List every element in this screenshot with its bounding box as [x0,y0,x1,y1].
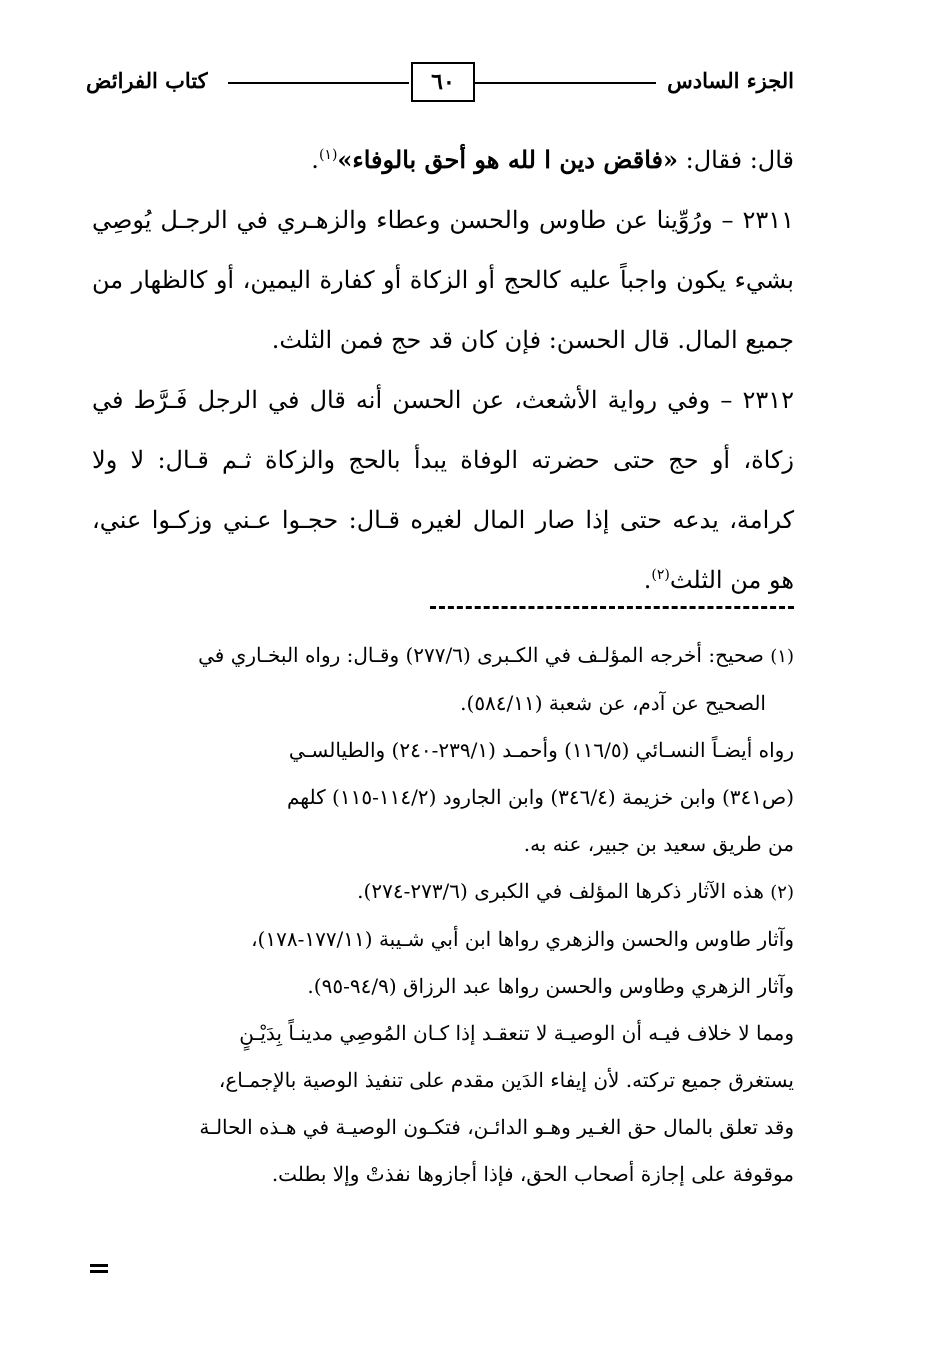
end-of-page-mark [90,1264,108,1276]
page-number: ٦٠ [411,62,475,102]
paragraph-2311: ٢٣١١ – ورُوِّينا عن طاوس والحسن وعطاء والزهـري في الرجـل يُوصِي بشيء يكون واجباً عليه كالحج أو الزكاة أو كفارة اليمين، أو كالظهار من جميع المال. قال الحسن: فإن كان قد حج فمن الثلث. [92,206,794,354]
footnote-divider [430,606,794,609]
footnotes [88,632,794,1198]
footnote-ref-2: (٢) [651,567,670,583]
header-rule-left [228,82,409,84]
footnote-2-text-1: هذه الآثار ذكرها المؤلف في الكبرى (٢٧٣/٦-٢٧٤). [357,879,764,903]
footnote-1-text-1: صحيح: أخرجه المؤلـف في الكـبرى (٢٧٧/٦) وقـال: رواه البخـاري في [198,643,764,667]
paragraph-2312 [92,370,794,610]
book-title: كتاب الفرائض [86,68,208,93]
footnote-2-line-4: ومما لا خلاف فيـه أن الوصيـة لا تنعقـد إذا كـان المُوصِي مدينـاً بِدَيْـنٍ [239,1021,794,1045]
footnote-1-line-3: رواه أيضـاً النسـائي (١١٦/٥) وأحمـد (٢٣٩/١-٢٤٠) والطيالسـي [288,738,794,762]
footnote-1-line-4: (ص٣٤١) وابن خزيمة (٣٤٦/٤) وابن الجارود (١١٤/٢-١١٥) كلهم [287,785,794,809]
footnote-1-number: (١) [770,646,794,667]
part-title: الجزء السادس [667,68,794,93]
p3-text: ٢٣١٢ – وفي رواية الأشعث، عن الحسن أنه قال في الرجل فَـرَّط في زكاة، أو حج حتى حضرته الوفاة يبدأ بالحج والزكاة ثـم قـال: لا ولا كرامة، يدعه حتى إذا صار المال لغيره قـال: حجـوا عـني وزكـوا عني، هو من الثلث [92,386,794,594]
p3-end: . [643,566,652,594]
footnote-2-line-6: وقد تعلق بالمال حق الغـير وهـو الدائـن، فتكـون الوصيـة في هـذه الحالـة [199,1115,794,1139]
hadith-quote: «فاقض دين ا لله هو أحق بالوفاء» [337,145,678,174]
p1-end: . [311,146,319,174]
footnote-2-line-7: موقوفة على إجازة أصحاب الحق، فإذا أجازوها نفذتْ وإلا بطلت. [271,1162,794,1186]
footnote-2-line-2: وآثار طاوس والحسن والزهري رواها ابن أبي شـيبة (١٧٧/١١-١٧٨)، [251,927,794,951]
paragraph-1 [92,130,794,190]
footnote-2-line-5: يستغرق جميع تركته. لأن إيفاء الدَين مقدم على تنفيذ الوصية بالإجمـاع، [218,1068,794,1092]
footnote-ref-1: (١) [318,147,338,163]
footnote-1-line-1 [88,632,794,680]
p1-prefix: قال: فقال: [677,146,794,174]
footnote-2-line-1 [88,868,794,916]
footnote-2-number: (٢) [770,882,794,903]
page-header [86,62,794,100]
main-text [92,130,794,610]
header-rule-right [474,82,656,84]
footnote-1-line-2: الصحيح عن آدم، عن شعبة (٥٨٤/١١). [460,691,766,715]
footnote-1-line-5: من طريق سعيد بن جبير، عنه به. [523,832,794,856]
footnote-2-line-3: وآثار الزهري وطاوس والحسن رواها عبد الرزاق (٩٤/٩-٩٥). [307,974,794,998]
